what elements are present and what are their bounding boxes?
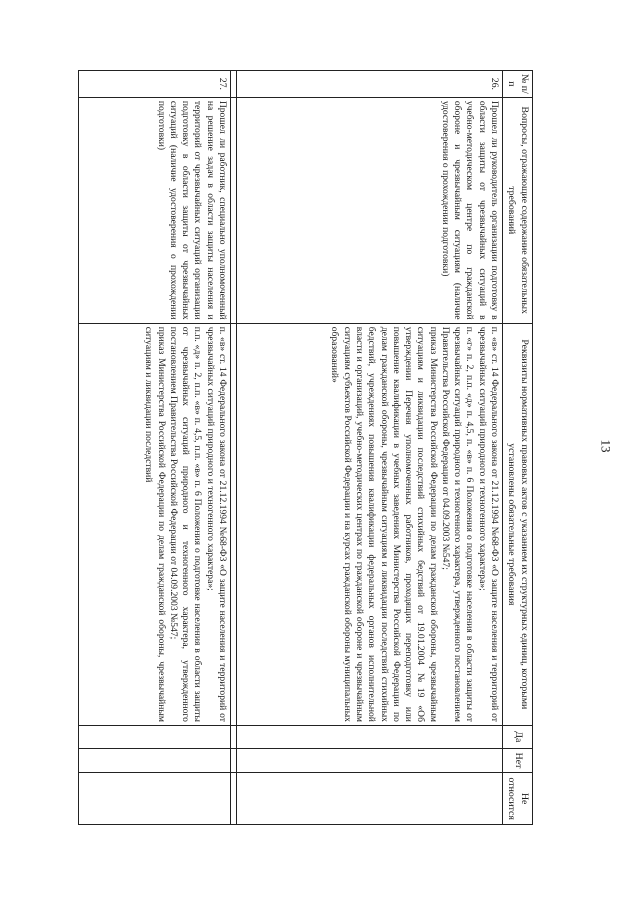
requisite-item: приказ Министерства Российской Федерации по делам гражданской обороны, чрезвычайным ситуациям и ликвидации последствий (143, 326, 167, 722)
answer-na-cell[interactable] (79, 773, 231, 825)
header-not-applicable: Не относится (502, 773, 532, 825)
answer-yes-cell[interactable] (236, 725, 502, 748)
header-requisites: Реквизиты нормативных правовых актов с указанием их структурных единиц, которыми установлены обязательные требования (502, 323, 532, 725)
row-question: Прошел ли работник, специально уполномоченный на решение задач в области защиты населения и территорий от чрезвычайных ситуаций организации подготовку в области защиты от чрезвычайных ситуаций (наличие удостоверения о прохождении подготовки) (79, 97, 231, 323)
table-row (236, 71, 502, 825)
table-spacer-row (230, 71, 236, 825)
row-number: 26. (236, 71, 502, 98)
header-yes: Да (502, 725, 532, 748)
requisite-item: п. «г» п. 2, п.п. «д» п. 4,5, п. «в» п. 6 Положения о подготовке населения в области защиты от чрезвычайных ситуаций природного и техногенного характера, утвержденного постановлением Правительства Российской Федерации от 04.09.2003 №547; (439, 326, 476, 722)
requisite-item: п. «в» ст. 14 Федерального закона от 21.12.1994 №68-ФЗ «О защите населения и территорий от чрезвычайных ситуаций природного и техногенного характера»; (476, 326, 500, 722)
header-question: Вопросы, отражающие содержание обязательных требований (502, 97, 532, 323)
row-requisites (236, 323, 502, 725)
answer-na-cell[interactable] (236, 773, 502, 825)
requirements-table (78, 70, 533, 825)
table-header-row (502, 71, 532, 825)
header-no: Нет (502, 748, 532, 773)
row-number: 27. (79, 71, 231, 98)
header-number: № п/п (502, 71, 532, 98)
table-row (79, 71, 231, 825)
rotated-page-content (78, 70, 533, 825)
answer-yes-cell[interactable] (79, 725, 231, 748)
requisite-item: приказ Министерства Российской Федерации по делам гражданской обороны, чрезвычайным ситуациям и ликвидации последствий стихийных бедствий от 19.01.2004 №19 «Об утверждении Перечня уполномоченных работников, проходящих переподготовку или повышение квалификации в учебных заведениях Министерства Российской Федерации по делам гражданской обороны, чрезвычайным ситуациям и ликвидации последствий стихийных бедствий, учреждениях повышения квалификации федеральных органов исполнительной власти и организаций, учебно-методических центрах по гражданской обороне и чрезвычайным ситуациям субъектов Российской Федерации и на курсах гражданской обороны муниципальных образований» (329, 326, 439, 722)
row-requisites (79, 323, 231, 725)
requisite-item: п.п. «д» п. 2, п.п. «в» п. 4,5, п.п. «в» п. 6 Положения о подготовке населения в области защиты от чрезвычайных ситуаций природного и техногенного характера, утвержденного постановлением Правительства Российской Федерации от 04.09.2003 №547; (167, 326, 204, 722)
answer-no-cell[interactable] (79, 748, 231, 773)
answer-no-cell[interactable] (236, 748, 502, 773)
row-question: Прошел ли руководитель организации подготовку в области защиты от чрезвычайных ситуаций в учебно-методическом центре по гражданской обороне и чрезвычайным ситуациям (наличие удостоверения о прохождении подготовки) (236, 97, 502, 323)
requisite-item: п. «в» ст. 14 Федерального закона от 21.12.1994 №68-ФЗ «О защите населения и территорий от чрезвычайных ситуаций природного и техногенного характера»; (204, 326, 228, 722)
page-number: 13 (598, 439, 614, 453)
